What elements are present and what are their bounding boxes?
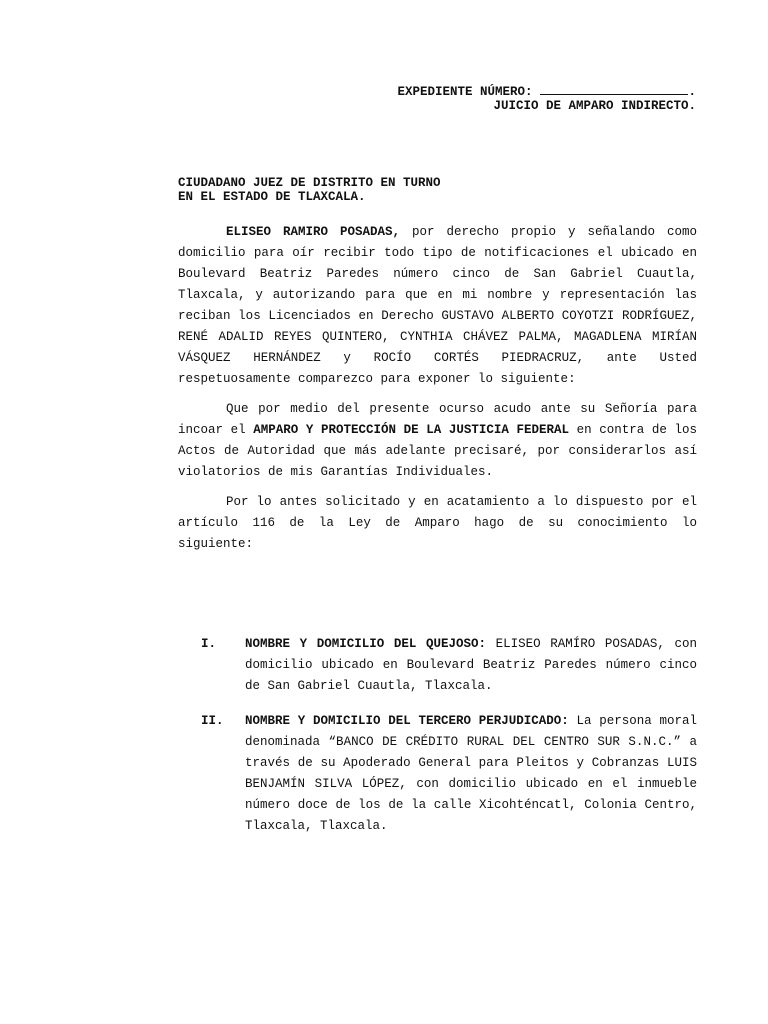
list-item-text	[245, 711, 697, 837]
list-item	[178, 711, 697, 837]
expediente-line	[397, 84, 696, 99]
list-item-number: II.	[201, 714, 224, 728]
expediente-label: EXPEDIENTE NÚMERO:	[397, 85, 533, 99]
list-item-body: ELISEO RAMÍRO POSADAS, con domicilio ubicado en Boulevard Beatriz Paredes número cinco de San Gabriel Cuautla, Tlaxcala.	[245, 637, 697, 693]
paragraph-purpose-pre: Que por medio del presente ocurso acudo ante su Señoría para incoar el	[178, 402, 697, 437]
case-header	[397, 84, 696, 113]
plaintiff-name: ELISEO RAMIRO POSADAS,	[226, 225, 401, 239]
list-item-heading: NOMBRE Y DOMICILIO DEL QUEJOSO:	[245, 637, 486, 651]
addressee	[178, 176, 441, 204]
paragraph-intro	[178, 222, 697, 390]
list-item-text	[245, 634, 697, 697]
expediente-period: .	[688, 85, 696, 99]
list-item-number: I.	[201, 637, 217, 651]
addressee-line-2: EN EL ESTADO DE TLAXCALA.	[178, 190, 366, 204]
document-body	[178, 222, 697, 564]
numbered-list	[178, 634, 697, 851]
addressee-line-1: CIUDADANO JUEZ DE DISTRITO EN TURNO	[178, 176, 441, 190]
expediente-blank-field	[540, 84, 688, 95]
paragraph-purpose-bold: AMPARO Y PROTECCIÓN DE LA JUSTICIA FEDERAL	[253, 423, 569, 437]
paragraph-article: Por lo antes solicitado y en acatamiento a lo dispuesto por el artículo 116 de la Ley de Amparo hago de su conocimiento lo siguiente:	[178, 495, 697, 551]
paragraph-purpose-post: en contra de los Actos de Autoridad que más adelante precisaré, por considerarlos así violatorios de mis Garantías Individuales.	[178, 423, 697, 479]
list-item-body: La persona moral denominada “BANCO DE CRÉDITO RURAL DEL CENTRO SUR S.N.C.” a través de su Apoderado General para Pleitos y Cobranzas LUIS BENJAMÍN SILVA LÓPEZ, con domicilio ubicado en el inmueble número doce de los de la calle Xicohténcatl, Colonia Centro, Tlaxcala, Tlaxcala.	[245, 714, 697, 833]
list-item	[178, 634, 697, 697]
paragraph-intro-text: por derecho propio y señalando como domicilio para oír recibir todo tipo de notificaciones el ubicado en Boulevard Beatriz Paredes número cinco de San Gabriel Cuautla, Tlaxcala, y autorizando para que en mi nombre y representación las reciban los Licenciados en Derecho GUSTAVO ALBERTO COYOTZI RODRÍGUEZ, RENÉ ADALID REYES QUINTERO, CYNTHIA CHÁVEZ PALMA, MAGADLENA MIRÍAN VÁSQUEZ HERNÁNDEZ y ROCÍO CORTÉS PIEDRACRUZ, ante Usted respetuosamente comparezco para exponer lo siguiente:	[178, 225, 698, 386]
juicio-line: JUICIO DE AMPARO INDIRECTO.	[493, 99, 696, 113]
paragraph-purpose	[178, 399, 697, 483]
list-item-heading: NOMBRE Y DOMICILIO DEL TERCERO PERJUDICADO:	[245, 714, 569, 728]
